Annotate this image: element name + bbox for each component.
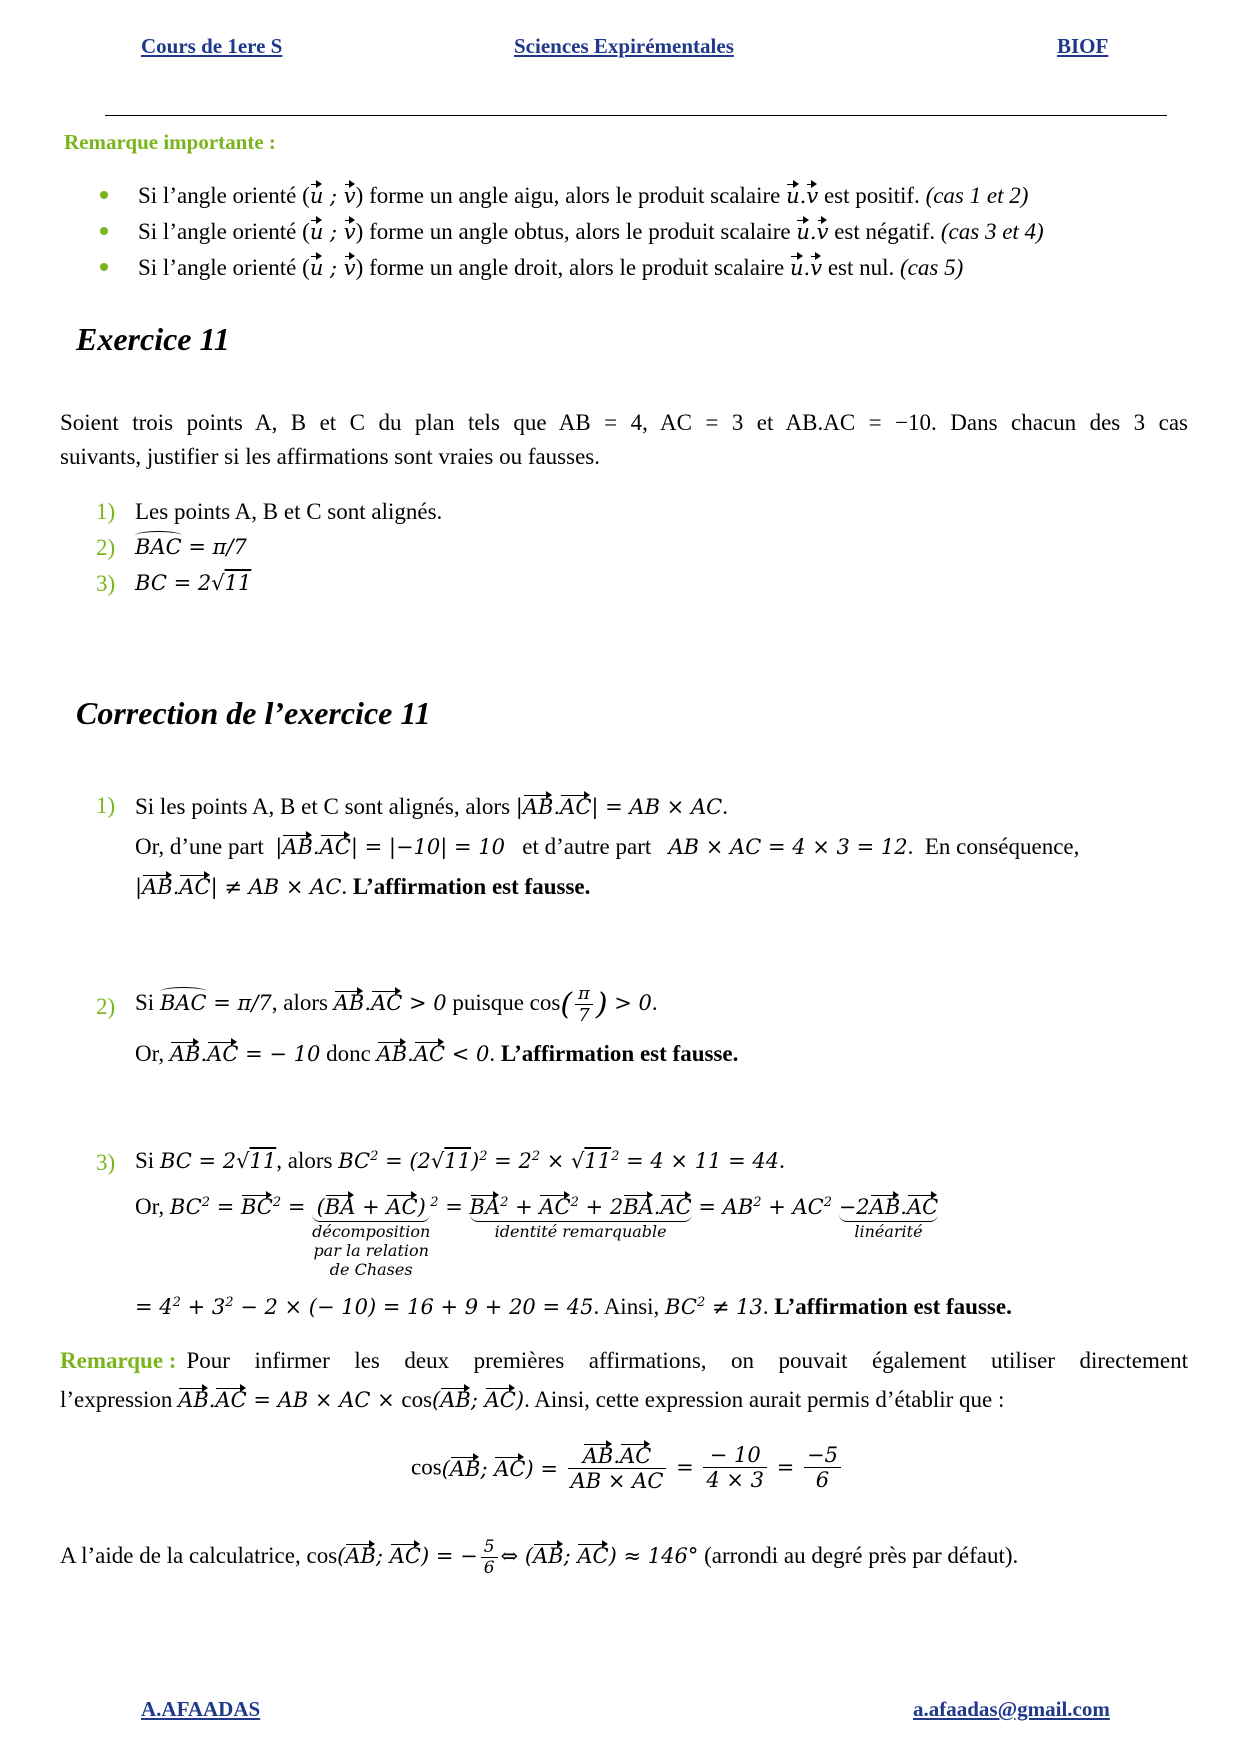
identity-brace: $BA^2 + AC^2 + 2BA.AC$ identité remarquable [469, 1195, 692, 1241]
correction-1-line3: |AB.AC| ≠ AB × AC. L’affirmation est fausse. [135, 874, 591, 899]
item-number: 3) [96, 1150, 116, 1175]
correction-3-line3: = $4^2 + 3^2 - 2$ × (− 10) = 16 + 9 + 20 = 45. Ainsi, $BC^2 \ne 13$. L’affirmation est fausse. [135, 1294, 1012, 1319]
bullet-icon [100, 227, 108, 235]
remark2-line2: l’expression AB.AC = AB × AC × cos(AB; AC). Ainsi, cette expression aurait permis d’établir que : [60, 1387, 1005, 1412]
exercise-item-2: BAC = π/7 [135, 535, 247, 559]
remark-item: Si l’angle orienté (u ; v) forme un angle obtus, alors le produit scalaire u.v est négatif. (cas 3 et 4) [138, 219, 1044, 244]
remark-title: Remarque importante : [64, 130, 276, 154]
correction-1-line1: Si les points A, B et C sont alignés, alors |AB.AC| = AB × AC. [135, 794, 728, 819]
exercise-item-1: Les points A, B et C sont alignés. [135, 499, 443, 524]
header-track[interactable]: BIOF [1057, 34, 1109, 58]
bullet-icon [100, 191, 108, 199]
header-course[interactable]: Cours de 1ere S [141, 34, 283, 58]
remark2-line1: Remarque : Pour infirmer les deux premières affirmations, on pouvait également utiliser directement [60, 1348, 1188, 1373]
exercise-title: Exercice 11 [76, 321, 230, 357]
item-number: 2) [96, 535, 116, 560]
correction-title: Correction de l’exercice 11 [76, 695, 431, 731]
cosine-formula: cos(AB; AC) = $\frac{AB.AC}{AB \times AC}$ = $\frac{- 10}{4 \times 3}$ = $\frac{-5}{6}$ [411, 1442, 844, 1493]
item-number: 2) [96, 994, 116, 1019]
header-divider [105, 115, 1167, 116]
correction-3-line1: Si BC = 2√11, alors $BC^2 = (2√11)^2 = 2^2 \times √11^2 = 4 \times 11 = 44$. [135, 1148, 785, 1173]
bullet-icon [100, 263, 108, 271]
linearity-brace: −2AB.AC linéarité [838, 1195, 939, 1241]
correction-1-line2: Or, d’une part |AB.AC| = |−10| = 10 et d’autre part AB × AC = 4 × 3 = 12. En conséquence, [135, 834, 1080, 859]
header-section[interactable]: Sciences Expirémentales [514, 34, 734, 58]
item-number: 3) [96, 571, 116, 596]
exercise-item-3: BC = 2√11 [135, 571, 252, 595]
footer-email[interactable]: a.afaadas@gmail.com [913, 1697, 1110, 1721]
calculator-line: A l’aide de la calculatrice, cos(AB; AC) = − $\frac{5}{6}$ ⇔ (AB; AC) ≈ 146° (arrondi au degré près par défaut). [60, 1537, 1019, 1578]
footer-author[interactable]: A.AFAADAS [141, 1697, 261, 1721]
exercise-intro-line2: suivants, justifier si les affirmations sont vraies ou fausses. [60, 444, 600, 469]
remark-item: Si l’angle orienté (u ; v) forme un angle aigu, alors le produit scalaire u.v est positif. (cas 1 et 2) [138, 183, 1029, 208]
item-number: 1) [96, 793, 116, 818]
chasles-brace: (BA + AC) décomposition par la relation de Chases [312, 1195, 431, 1279]
correction-2-line2: Or, AB.AC = − 10 donc AB.AC < 0. L’affirmation est fausse. [135, 1041, 739, 1066]
correction-2-line1: Si BAC = π/7, alors AB.AC > 0 puisque cos( $\frac{\pi}{7}$ ) > 0. [135, 983, 658, 1026]
correction-3-line2: Or, $BC^2 = BC^2$ = (BA + AC) décomposition par la relation de Chases $^2$ = $BA^2 + AC^2 + 2BA.AC$ identité remarquable = $AB^2 + AC^2$ −2AB.AC linéarité [135, 1194, 939, 1279]
exercise-intro-line1: Soient trois points A, B et C du plan tels que AB = 4, AC = 3 et AB.AC = −10. Dans chacun des 3 cas [60, 410, 1188, 435]
item-number: 1) [96, 499, 116, 524]
remark-item: Si l’angle orienté (u ; v) forme un angle droit, alors le produit scalaire u.v est nul. (cas 5) [138, 255, 964, 280]
